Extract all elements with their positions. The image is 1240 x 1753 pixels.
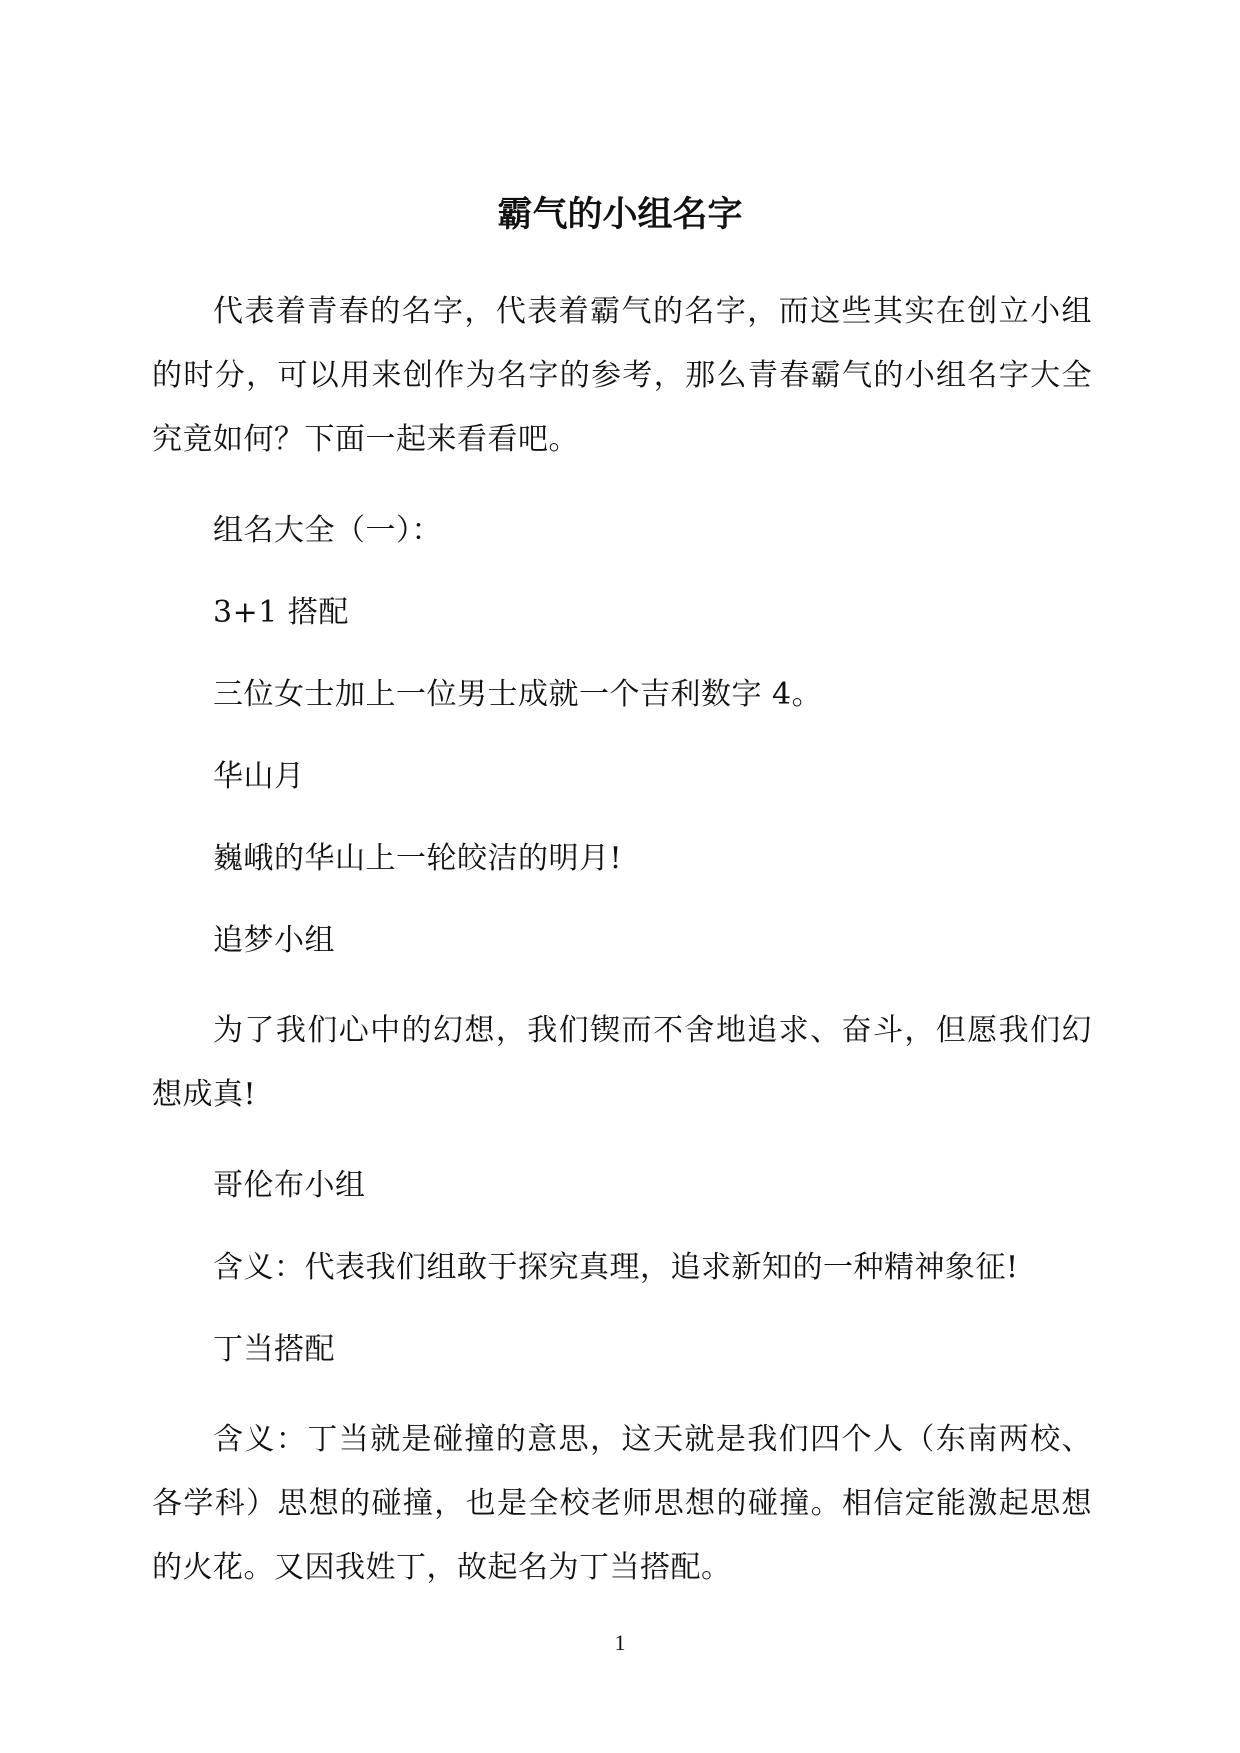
document-title: 霸气的小组名字 <box>497 195 743 235</box>
section-heading: 组名大全（一）： <box>213 513 442 548</box>
group-name-4: 哥伦布小组 <box>213 1168 366 1203</box>
page-number: 1 <box>614 1630 626 1655</box>
group-desc-2: 巍峨的华山上一轮皎洁的明月! <box>213 841 623 876</box>
group-desc-4: 含义：代表我们组敢于探究真理，追求新知的一种精神象征! <box>213 1250 1019 1285</box>
intro-paragraph: 代表着青春的名字，代表着霸气的名字，而这些其实在创立小组的时分，可以用来创作为名字的参考，那么青春霸气的小组名字大全究竟如何？下面一起来看看吧。 <box>152 294 1092 457</box>
group-desc-1: 三位女士加上一位男士成就一个吉利数字 4。 <box>213 677 823 712</box>
group-name-3: 追梦小组 <box>213 923 335 958</box>
group-desc-3: 为了我们心中的幻想，我们锲而不舍地追求、奋斗，但愿我们幻想成真! <box>152 1013 1092 1112</box>
document-body <box>152 280 1092 1635</box>
group-name-2: 华山月 <box>213 759 305 794</box>
group-name-1: 3+1 搭配 <box>213 595 349 630</box>
group-desc-5: 含义：丁当就是碰撞的意思，这天就是我们四个人（东南两校、各学科）思想的碰撞，也是全校老师思想的碰撞。相信定能激起思想的火花。又因我姓丁，故起名为丁当搭配。 <box>152 1422 1092 1585</box>
group-name-5: 丁当搭配 <box>213 1332 335 1367</box>
